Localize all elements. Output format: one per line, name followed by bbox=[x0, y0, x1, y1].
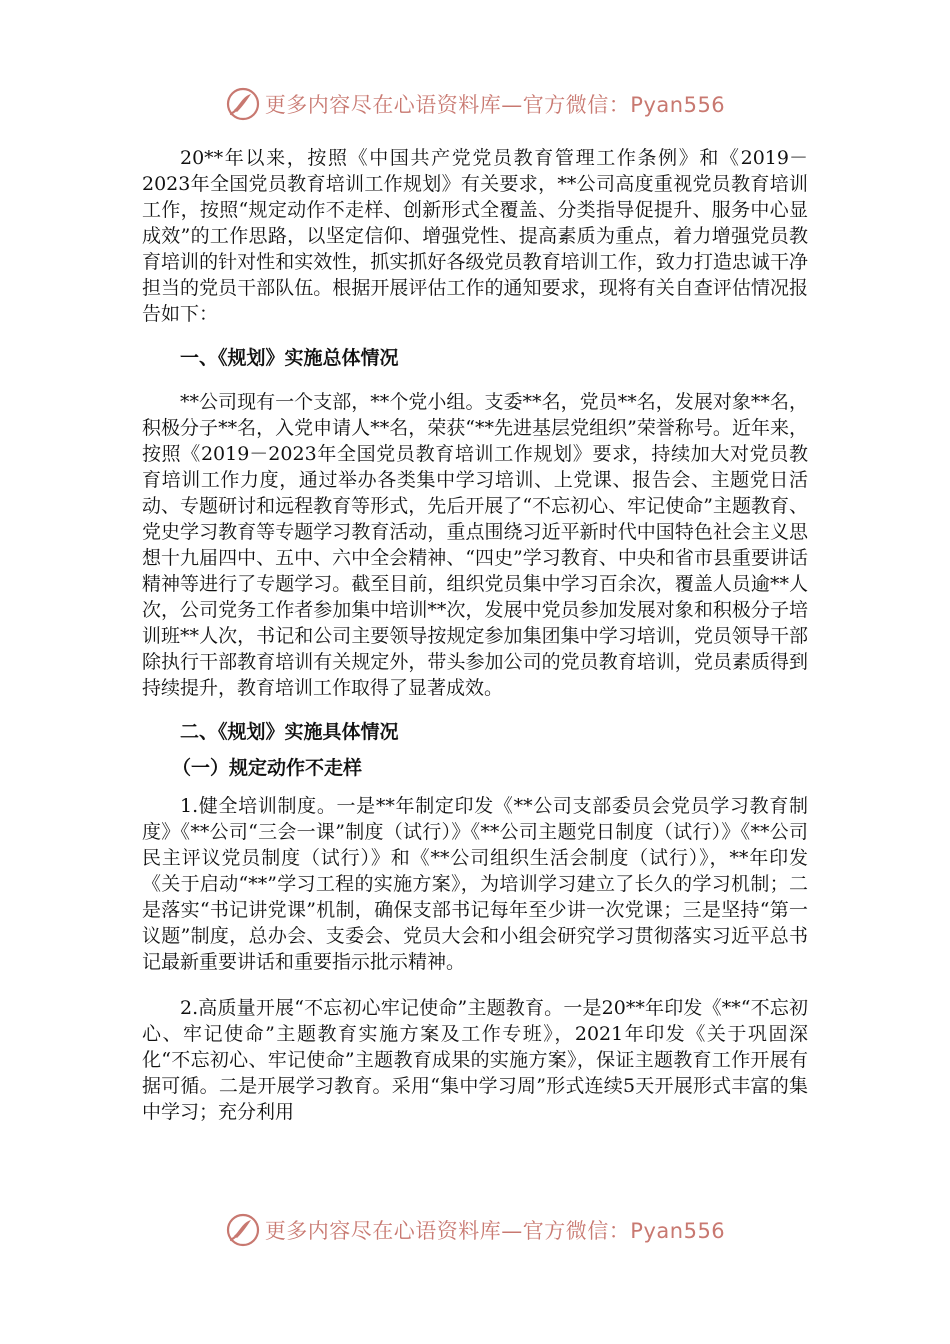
item-1-paragraph: 1.健全培训制度。一是**年制定印发《**公司支部委员会党员学习教育制度》《**公司“三会一课”制度（试行）》《**公司主题党日制度（试行）》《**公司民主评议党员制度（试行）》和《**公司组织生活会制度（试行）》，**年印发《关于启动“**”学习工程的实施方案》，为培训学习建立了长久的学习机制；二是落实“书记讲党课”机制，确保支部书记每年至少讲一次党课；三是坚持“第一议题”制度，总办会、支委会、党员大会和小组会研究学习贯彻落实习近平总书记最新重要讲话和重要指示批示精神。 bbox=[142, 795, 808, 973]
intro-paragraph: 20**年以来，按照《中国共产党党员教育管理工作条例》和《2019－2023年全国党员教育培训工作规划》有关要求，**公司高度重视党员教育培训工作，按照“规定动作不走样、创新形式全覆盖、分类指导促提升、服务中心显成效”的工作思路，以坚定信仰、增强党性、提高素质为重点，着力增强党员教育培训的针对性和实效性，抓实抓好各级党员教育培训工作，致力打造忠诚干净担当的党员干部队伍。根据开展评估工作的通知要求，现将有关自查评估情况报告如下： bbox=[142, 147, 808, 325]
section-1-paragraph: **公司现有一个支部，**个党小组。支委**名，党员**名，发展对象**名，积极分子**名，入党申请人**名，荣获“**先进基层党组织”荣誉称号。近年来，按照《2019－2023年全国党员教育培训工作规划》要求，持续加大对党员教育培训工作力度，通过举办各类集中学习培训、上党课、报告会、主题党日活动、专题研讨和远程教育等形式，先后开展了“不忘初心、牢记使命”主题教育、党史学习教育等专题学习教育活动，重点围绕习近平新时代中国特色社会主义思想十九届四中、五中、六中全会精神、“四史”学习教育、中央和省市县重要讲话精神等进行了专题学习。截至目前，组织党员集中学习百余次，覆盖人员逾**人次，公司党务工作者参加集中培训**次，发展中党员参加发展对象和积极分子培训班**人次，书记和公司主要领导按规定参加集团集中学习培训，党员领导干部除执行干部教育培训有关规定外，带头参加公司的党员教育培训，党员素质得到持续提升，教育培训工作取得了显著成效。 bbox=[142, 391, 808, 699]
watermark-text: 更多内容尽在心语资料库—官方微信：Pyan556 bbox=[264, 1219, 726, 1243]
section-2-heading: 二、《规划》实施具体情况 bbox=[180, 721, 399, 743]
item-2-paragraph: 2.高质量开展“不忘初心牢记使命”主题教育。一是20**年印发《**“不忘初心、牢记使命”主题教育实施方案及工作专班》，2021年印发《关于巩固深化“不忘初心、牢记使命”主题教育成果的实施方案》，保证主题教育工作开展有据可循。二是开展学习教育。采用“集中学习周”形式连续5天开展形式丰富的集中学习；充分利用 bbox=[142, 997, 808, 1123]
brand-logo-icon bbox=[225, 86, 261, 122]
header-watermark-banner bbox=[0, 84, 950, 124]
watermark-text: 更多内容尽在心语资料库—官方微信：Pyan556 bbox=[264, 93, 726, 117]
footer-watermark-banner bbox=[0, 1210, 950, 1250]
section-1-heading: 一、《规划》实施总体情况 bbox=[180, 347, 399, 369]
subsection-1-heading: （一）规定动作不走样 bbox=[172, 757, 363, 779]
document-body bbox=[142, 145, 808, 1125]
brand-logo-icon bbox=[225, 1212, 261, 1248]
